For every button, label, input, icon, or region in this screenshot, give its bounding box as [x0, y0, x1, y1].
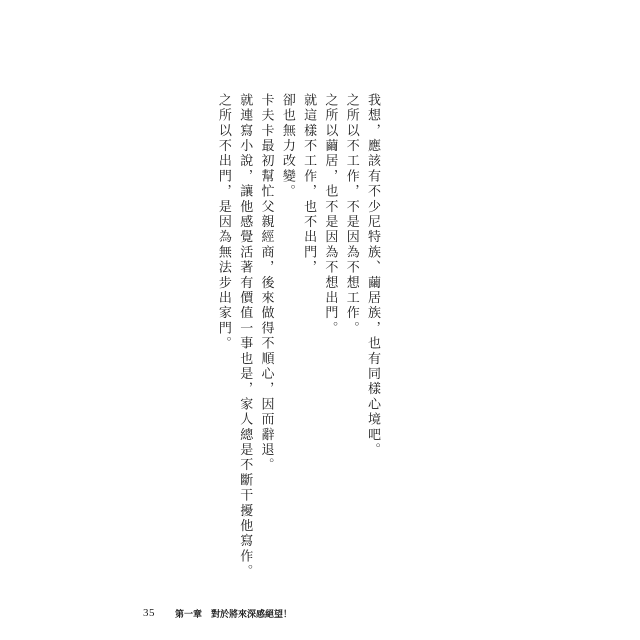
page-number: 35: [143, 607, 155, 619]
paragraph-2: 之所以不工作，不是因為不想工作。: [343, 93, 359, 337]
paragraph-4: 就這樣不工作，也不出門，: [301, 93, 317, 276]
chapter-label: 第一章: [175, 609, 203, 620]
paragraph-6: 卡夫卡最初幫忙父親經商，後來做得不順心，因而辭退。: [258, 93, 274, 473]
page-footer: [143, 606, 292, 620]
paragraph-1: 我想，應該有不少尼特族、繭居族，也有同樣心境吧。: [365, 93, 380, 458]
paragraph-3: 之所以繭居，也不是因為不想出門。: [322, 93, 338, 337]
chapter-title: 對於將來深感絕望！: [211, 609, 293, 620]
vertical-body-text: [213, 93, 383, 580]
paragraph-5: 卻也無力改變。: [279, 93, 295, 200]
paragraph-8: 之所以不出門，是因為無法步出家門。: [215, 93, 231, 352]
paragraph-7: 就連寫小說，讓他感覺活著有價值一事也是，家人總是不斷干擾他寫作。: [237, 93, 253, 580]
